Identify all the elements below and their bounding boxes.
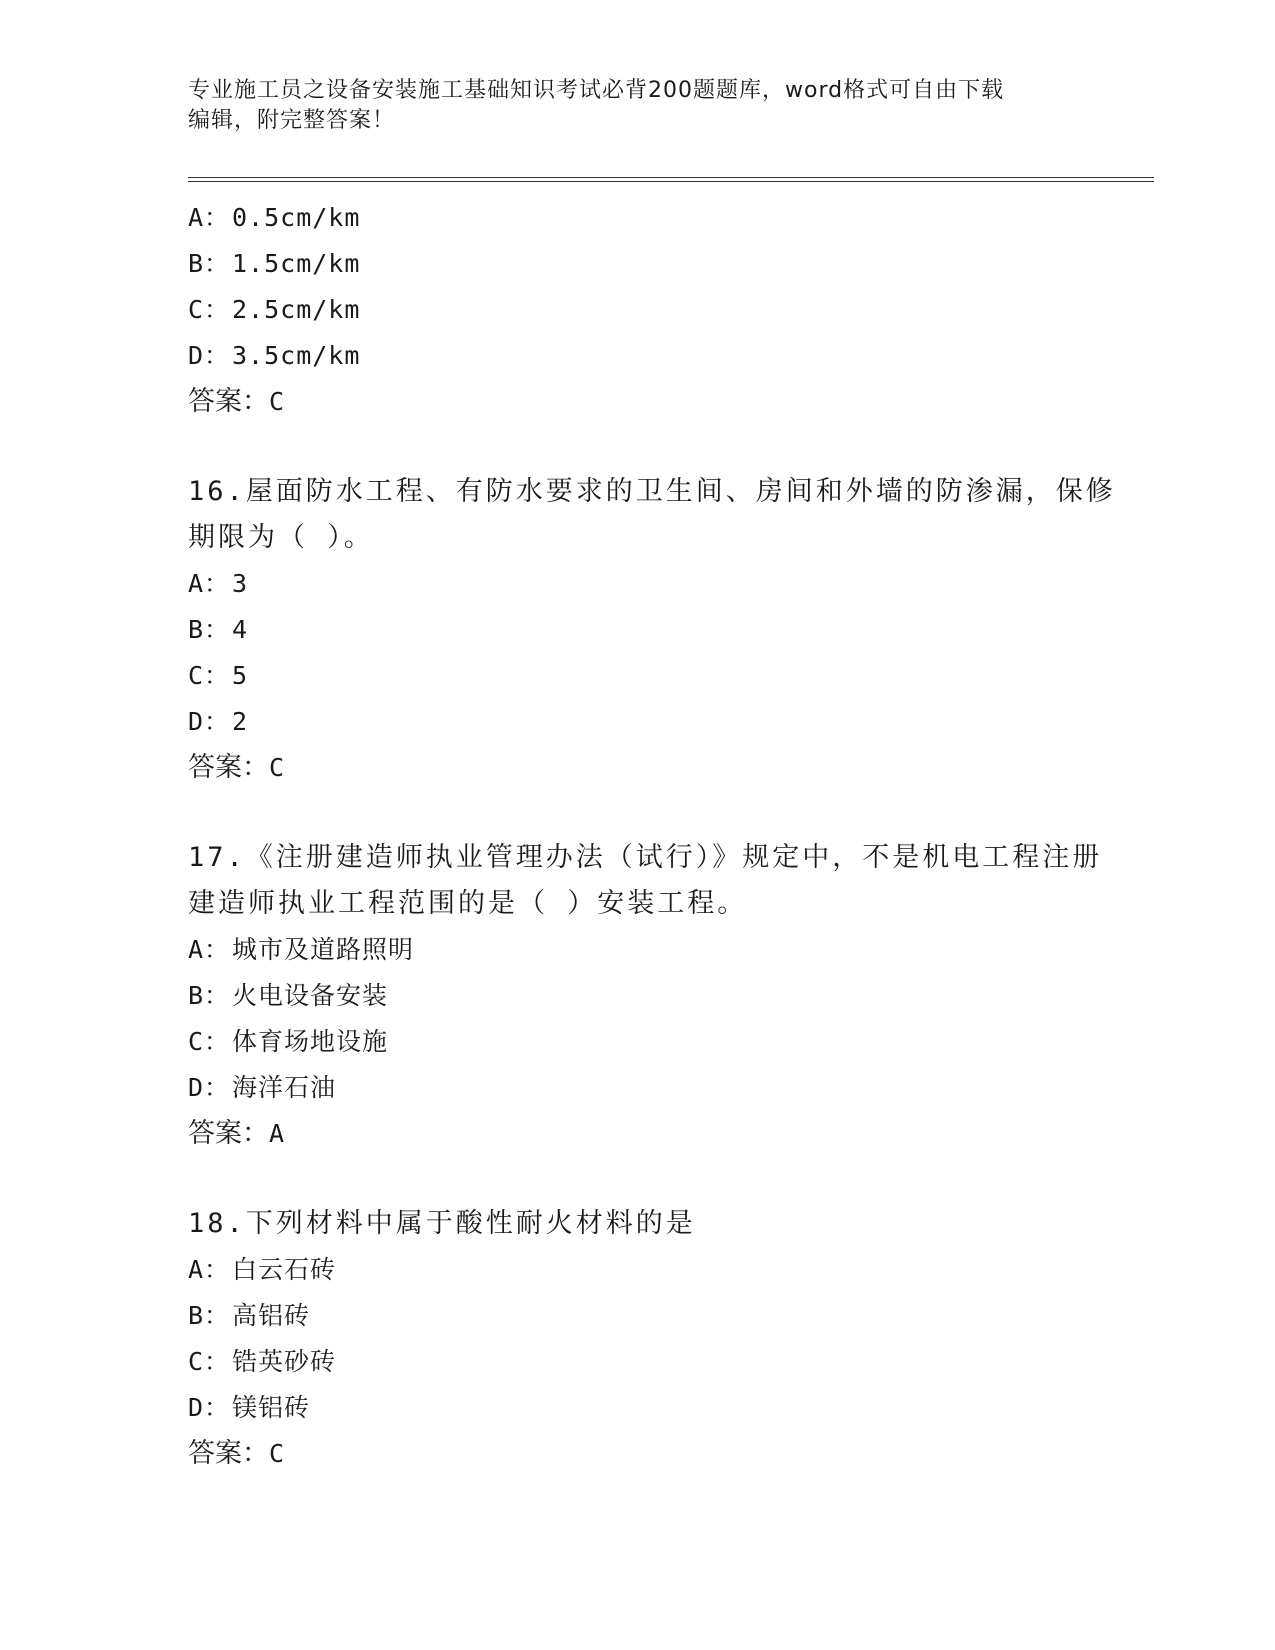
option-a: A：3 [188,569,249,598]
option-c: C：体育场地设施 [188,1027,389,1056]
option-b: B：4 [188,615,249,644]
header-divider-bottom [188,181,1154,182]
answer-value: C [269,753,285,782]
option-d: D：海洋石油 [188,1073,337,1102]
document-header [188,76,1088,136]
answer [188,1111,1108,1157]
option-a: A：白云石砖 [188,1255,337,1284]
option-c: C：锆英砂砖 [188,1347,337,1376]
document-title-line-2: 编辑，附完整答案！ [188,108,396,133]
answer [188,745,1108,791]
answer-value: C [269,1439,285,1468]
option-c: C：5 [188,661,249,690]
option-d: D：镁铝砖 [188,1393,311,1422]
question-17 [188,835,1108,1157]
question-18 [188,1201,1108,1477]
answer [188,379,1108,425]
answer [188,1431,1108,1477]
question-text: 16.屋面防水工程、有防水要求的卫生间、房间和外墙的防渗漏，保修 期限为（ ）。 [188,476,1116,553]
document-title-line-1: 专业施工员之设备安装施工基础知识考试必背200题题库，word格式可自由下载 [188,78,1005,103]
option-c: C：2.5cm/km [188,295,361,324]
question-16 [188,469,1116,791]
option-a: A：城市及道路照明 [188,935,415,964]
answer-value: C [269,387,285,416]
answer-label: 答案： [188,386,269,417]
question-text: 18.下列材料中属于酸性耐火材料的是 [188,1208,696,1239]
answer-label: 答案： [188,1438,269,1469]
option-b: B：高铝砖 [188,1301,311,1330]
option-b: B：1.5cm/km [188,249,361,278]
header-divider-top [188,177,1154,178]
answer-value: A [269,1119,285,1148]
option-b: B：火电设备安装 [188,981,389,1010]
question-text: 17.《注册建造师执业管理办法（试行）》规定中，不是机电工程注册 建造师执业工程范围的是（ ）安装工程。 [188,842,1103,919]
question-15 [188,195,1108,425]
option-d: D：2 [188,707,249,736]
option-d: D：3.5cm/km [188,341,361,370]
question-list [188,195,1116,1477]
answer-label: 答案： [188,752,269,783]
answer-label: 答案： [188,1118,269,1149]
option-a: A：0.5cm/km [188,203,361,232]
